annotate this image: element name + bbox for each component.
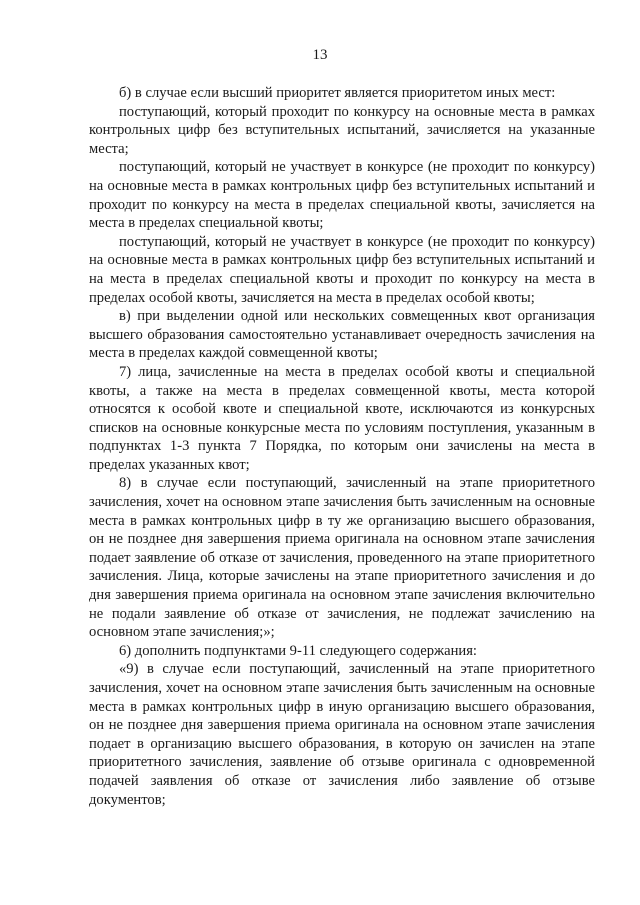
paragraph: «9) в случае если поступающий, зачисленный на этапе приоритетного зачисления, хочет на основном этапе зачисления быть зачисленным на основные места в рамках контрольных цифр в иную организацию высшего образования, он не позднее дня завершения приема оригинала на основном этапе зачисления подает в организацию высшего образования, в которую он зачислен на этапе приоритетного зачисления, заявление об отзыве оригинала с одновременной подачей заявления об отказе от зачисления либо заявление об отзыве документов; <box>89 661 595 808</box>
paragraph: 8) в случае если поступающий, зачисленный на этапе приоритетного зачисления, хочет на основном этапе зачисления быть зачисленным на основные места в рамках контрольных цифр в ту же организацию высшего образования, он не позднее дня завершения приема оригинала на основном этапе зачисления подает заявление об отказе от зачисления, проведенного на этапе приоритетного зачисления. Лица, которые зачислены на этапе приоритетного зачисления и до дня завершения приема оригинала на основном этапе зачисления включительно не подали заявление об отказе от зачисления, не подлежат зачислению на основном этапе зачисления;»; <box>89 475 595 641</box>
paragraph: поступающий, который проходит по конкурсу на основные места в рамках контрольных цифр без вступительных испытаний, зачисляется на указанные места; <box>89 103 595 157</box>
paragraph: в) при выделении одной или нескольких совмещенных квот организация высшего образования самостоятельно устанавливает очередность зачисления на места в пределах каждой совмещенной квоты; <box>89 308 595 362</box>
paragraph: поступающий, который не участвует в конкурсе (не проходит по конкурсу) на основные места в рамках контрольных цифр без вступительных испытаний и на места в пределах специальной квоты и проходит по конкурсу на места в пределах особой квоты, зачисляется на места в пределах особой квоты; <box>89 233 595 306</box>
paragraph: поступающий, который не участвует в конкурсе (не проходит по конкурсу) на основные места в рамках контрольных цифр без вступительных испытаний и проходит по конкурсу на места в пределах специальной квоты, зачисляется на места в пределах специальной квоты; <box>89 159 595 232</box>
document-body <box>89 84 595 809</box>
page-number: 13 <box>312 47 328 63</box>
paragraph: 7) лица, зачисленные на места в пределах особой квоты и специальной квоты, а также на места в пределах совмещенной квоты, места которой относятся к особой квоте и специальной квоте, исключаются из конкурсных списков на основные конкурсные места по условиям поступления, указанным в подпунктах 1-3 пункта 7 Порядка, по которым они зачислены на места в пределах указанных квот; <box>89 363 595 473</box>
paragraph: 6) дополнить подпунктами 9-11 следующего содержания: <box>119 642 477 659</box>
paragraph: б) в случае если высший приоритет является приоритетом иных мест: <box>119 85 556 101</box>
